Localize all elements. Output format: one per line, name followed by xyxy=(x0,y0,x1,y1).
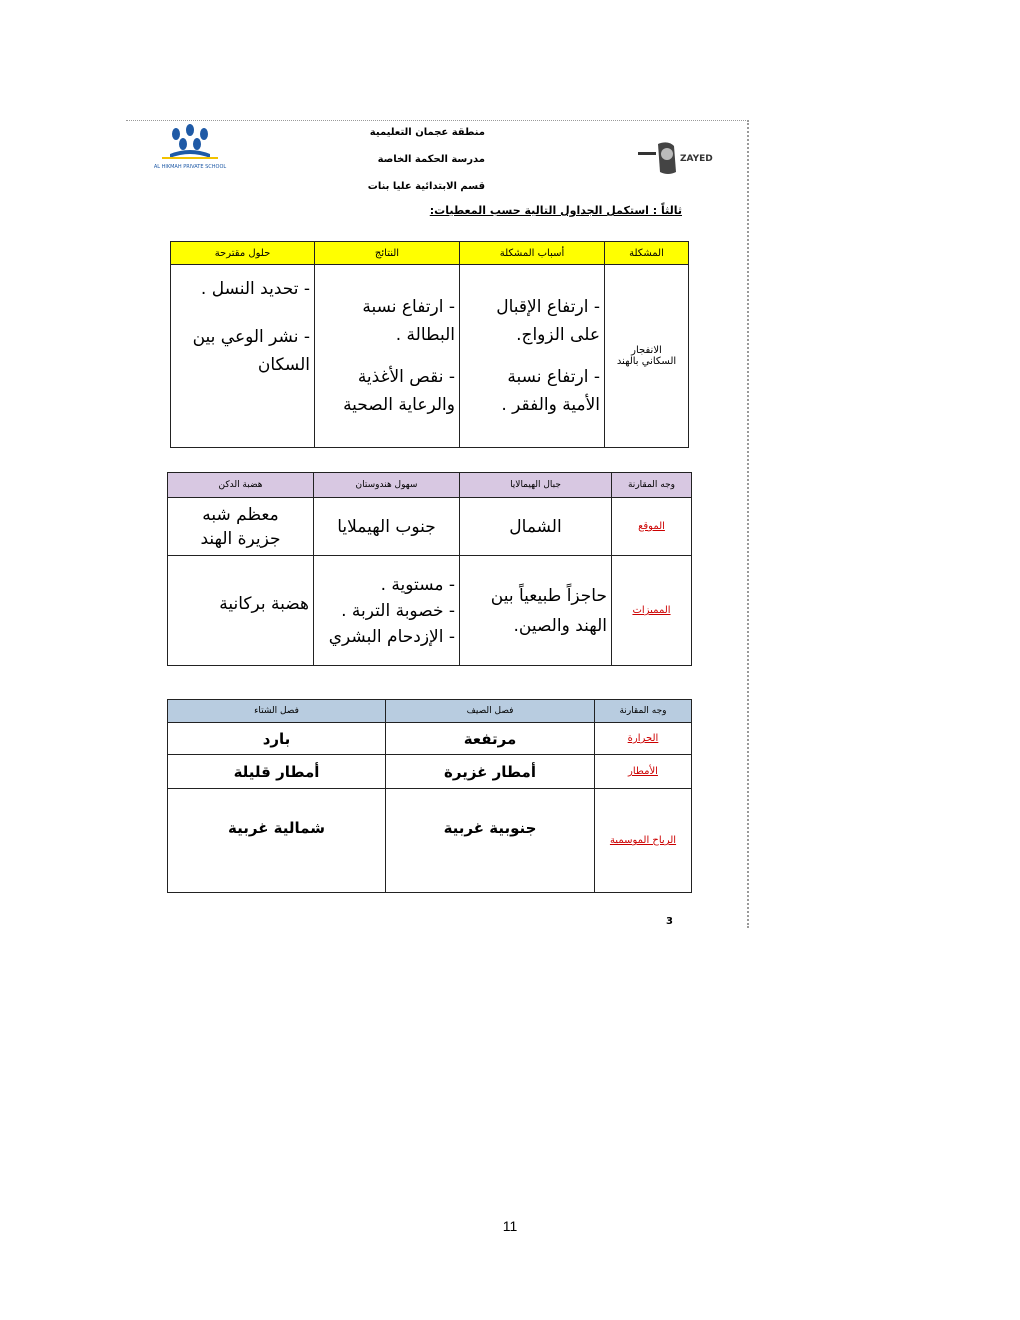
results-line: - ارتفاع نسبة xyxy=(362,297,455,317)
table1-row xyxy=(171,265,689,448)
table2-header-cell: سهول هندوستان xyxy=(314,473,460,498)
table2-row xyxy=(168,498,692,556)
results-line: والرعاية الصحية xyxy=(343,395,455,415)
table2-cell xyxy=(314,498,460,556)
winter-cell: أمطار قليلة xyxy=(168,755,386,789)
logo-right-text: ZAYED xyxy=(680,154,713,164)
table2-cell-line: جنوب الهيملايا xyxy=(337,516,436,537)
table2-cell xyxy=(460,556,612,666)
temperature-label: الحرارة xyxy=(627,733,659,744)
page-frame-top xyxy=(126,120,748,121)
solutions-cell xyxy=(171,265,315,448)
table2-cell-line: - الإزدحام البشري xyxy=(328,626,455,647)
table3-row xyxy=(168,723,692,755)
table2-cell xyxy=(168,498,314,556)
solutions-line: - تحديد النسل . xyxy=(200,279,310,299)
page-number: 11 xyxy=(502,1218,518,1234)
table1-header-cell: النتائج xyxy=(315,242,460,265)
problem-cell xyxy=(605,265,689,448)
problem-line: السكاني بالهند xyxy=(616,356,677,367)
table2-cell-line: الهند والصين. xyxy=(513,615,607,636)
india-regions-table xyxy=(167,472,692,666)
table3-row xyxy=(168,789,692,893)
table2-header-cell: وجه المقارنة xyxy=(612,473,692,498)
table3-header-cell: فصل الصيف xyxy=(386,700,595,723)
causes-cell xyxy=(460,265,605,448)
population-problem-table xyxy=(170,241,689,448)
causes-line: - ارتفاع نسبة xyxy=(507,367,600,387)
page-frame-right xyxy=(747,120,749,928)
table2-header-cell: هضبة الدكن xyxy=(168,473,314,498)
table3-row-label xyxy=(595,755,692,789)
rain-label: الأمطار xyxy=(628,766,658,777)
monsoon-label: الرياح الموسمية xyxy=(609,835,677,846)
table2-cell-line: جزيرة الهند xyxy=(200,528,281,549)
table2-cell-line: - مستوية . xyxy=(380,574,455,595)
table3-header-row xyxy=(168,700,692,723)
causes-line: - ارتفاع الإقبال xyxy=(496,297,600,317)
table1-header-cell: حلول مقترحة xyxy=(171,242,315,265)
school-logo xyxy=(140,124,240,174)
table3-row-label xyxy=(595,723,692,755)
table3-row-label xyxy=(595,789,692,893)
table3-row xyxy=(168,755,692,789)
results-line: البطالة . xyxy=(395,325,455,345)
problem-line: الانفجار xyxy=(631,345,662,356)
causes-line: على الزواج. xyxy=(516,325,600,345)
table2-cell xyxy=(168,556,314,666)
header-line-3: قسم الابتدائية عليا بنات xyxy=(367,181,485,192)
table2-header-row xyxy=(168,473,692,498)
table2-row-label xyxy=(612,498,692,556)
table2-row xyxy=(168,556,692,666)
causes-line: الأمية والفقر . xyxy=(501,395,600,415)
table3-header-cell: وجه المقارنة xyxy=(595,700,692,723)
solutions-line: السكان xyxy=(257,355,310,375)
table2-row-label xyxy=(612,556,692,666)
solutions-line: - نشر الوعي بين xyxy=(192,327,310,347)
climate-table xyxy=(167,699,692,893)
winter-cell: بارد xyxy=(168,723,386,755)
results-cell xyxy=(315,265,460,448)
school-header xyxy=(330,126,485,207)
table2-cell xyxy=(460,498,612,556)
table1-header-cell: أسباب المشكلة xyxy=(460,242,605,265)
summer-cell: جنوبية غربية xyxy=(386,789,595,893)
instruction-text: ثالثاً : استكمل الجداول التالية حسب المعطيات: xyxy=(429,204,682,217)
table2-cell xyxy=(314,556,460,666)
table2-cell-line: الشمال xyxy=(509,516,562,537)
location-label: الموقع xyxy=(638,521,665,532)
header-line-2: مدرسة الحكمة الخاصة xyxy=(377,154,485,165)
results-line: - نقص الأغذية xyxy=(357,367,455,387)
logo-left-text: AL HIKMAH PRIVATE SCHOOL xyxy=(153,164,227,170)
table2-cell-line: معظم شبه xyxy=(202,504,279,525)
table1-header-cell: المشكلة xyxy=(605,242,689,265)
winter-cell: شمالية غربية xyxy=(168,789,386,893)
summer-cell: أمطار غزيرة xyxy=(386,755,595,789)
header-line-1: منطقة عجمان التعليمية xyxy=(369,127,485,138)
table3-header-cell: فصل الشتاء xyxy=(168,700,386,723)
table2-cell-line: حاجزاً طبيعياً بين xyxy=(490,585,607,606)
table2-cell-line: هضبة بركانية xyxy=(219,594,309,614)
table2-cell-line: - خصوبة التربة . xyxy=(341,600,455,621)
inner-page-mark: 3 xyxy=(666,916,673,927)
table1-header-row xyxy=(171,242,689,265)
summer-cell: مرتفعة xyxy=(386,723,595,755)
table2-header-cell: جبال الهيمالايا xyxy=(460,473,612,498)
zayed-logo xyxy=(628,138,720,178)
features-label: المميزات xyxy=(632,605,671,616)
